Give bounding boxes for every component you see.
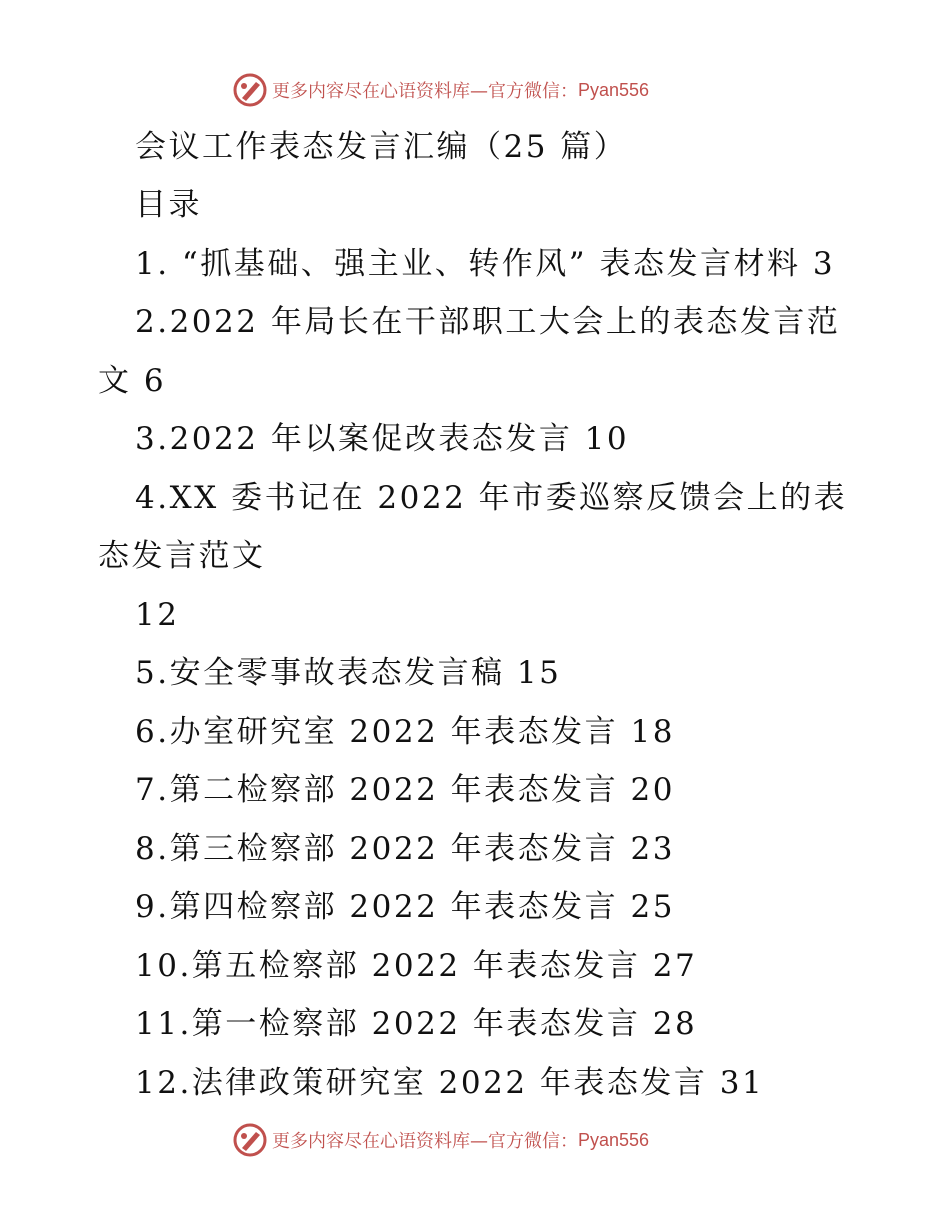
- footer-wechat-id: Pyan556: [578, 1129, 650, 1150]
- header-wechat-id: Pyan556: [578, 79, 650, 100]
- header-banner-text: 更多内容尽在心语资料库—官方微信：: [272, 81, 578, 102]
- pen-logo-icon: [232, 1122, 268, 1158]
- toc-entry: 12.法律政策研究室 2022 年表态发言 31: [135, 1065, 765, 1101]
- toc-heading: 目录: [135, 187, 202, 223]
- toc-entry: 9.第四检察部 2022 年表态发言 25: [135, 889, 675, 925]
- toc-entry: 3.2022 年以案促改表态发言 10: [135, 421, 630, 457]
- toc-entry: 10.第五检察部 2022 年表态发言 27: [135, 948, 698, 984]
- toc-entry: 1. “抓基础、强主业、转作风” 表态发言材料 3: [135, 246, 836, 282]
- footer-banner: [232, 1120, 649, 1160]
- toc-entry: 8.第三检察部 2022 年表态发言 23: [135, 831, 675, 867]
- toc-entry-continuation: 文 6: [98, 363, 167, 399]
- toc-entry-page: 12: [135, 597, 180, 633]
- pen-logo-icon: [232, 72, 268, 108]
- toc-entry: 2.2022 年局长在干部职工大会上的表态发言范: [135, 304, 841, 340]
- document-title: 会议工作表态发言汇编（25 篇）: [135, 129, 628, 165]
- footer-banner-text: 更多内容尽在心语资料库—官方微信：: [272, 1131, 578, 1152]
- toc-entry-continuation: 态发言范文: [98, 538, 266, 574]
- toc-entry: 11.第一检察部 2022 年表态发言 28: [135, 1006, 698, 1042]
- header-banner: [232, 70, 649, 110]
- toc-entry: 7.第二检察部 2022 年表态发言 20: [135, 772, 675, 808]
- toc-entry: 4.XX 委书记在 2022 年市委巡察反馈会上的表: [135, 480, 848, 516]
- toc-entry: 6.办室研究室 2022 年表态发言 18: [135, 714, 675, 750]
- toc-entry: 5.安全零事故表态发言稿 15: [135, 655, 562, 691]
